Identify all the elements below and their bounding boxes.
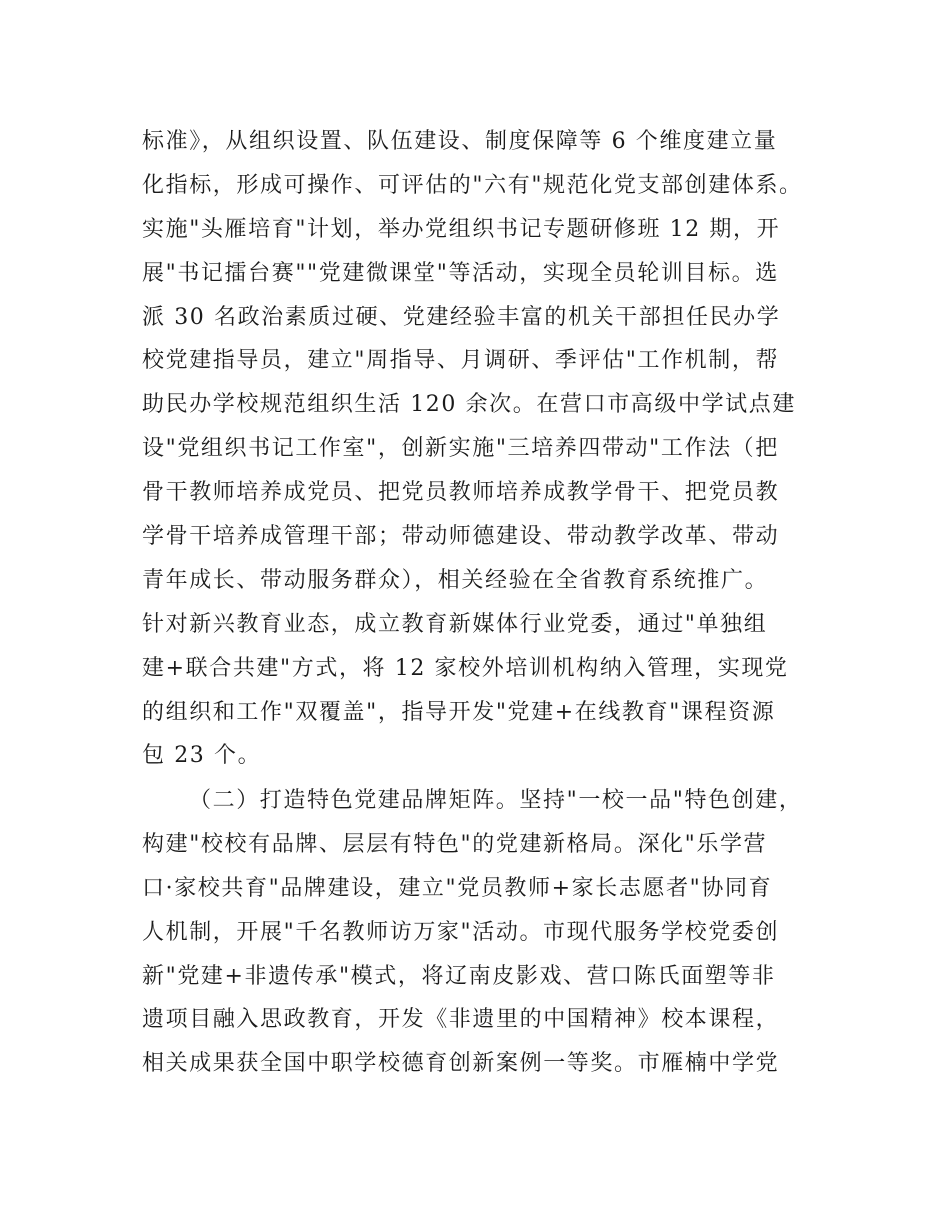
- paragraph-1-line: 的组织和工作"双覆盖"，指导开发"党建+在线教育"课程资源: [142, 699, 776, 725]
- paragraph-1-line: 助民办学校规范组织生活 120 余次。在营口市高级中学试点建: [142, 392, 796, 418]
- paragraph-2-line: 人机制，开展"千名教师访万家"活动。市现代服务学校党委创: [142, 919, 780, 945]
- paragraph-2-line: 相关成果获全国中职学校德育创新案例一等奖。市雁楠中学党: [142, 1051, 780, 1077]
- paragraph-1-line: 实施"头雁培育"计划，举办党组织书记专题研修班 12 期，开: [142, 216, 781, 242]
- paragraph-1-line: 展"书记擂台赛""党建微课堂"等活动，实现全员轮训目标。选: [142, 260, 779, 286]
- paragraph-1: [142, 120, 842, 778]
- paragraph-2-line: 新"党建+非遗传承"模式，将辽南皮影戏、营口陈氏面塑等非: [142, 963, 776, 989]
- paragraph-1-line: 建+联合共建"方式，将 12 家校外培训机构纳入管理，实现党: [142, 655, 789, 681]
- paragraph-1-line: 校党建指导员，建立"周指导、月调研、季评估"工作机制，帮: [142, 348, 780, 374]
- paragraph-2-line: 遗项目融入思政教育，开发《非遗里的中国精神》校本课程，: [142, 1007, 780, 1033]
- paragraph-1-line: 标准》，从组织设置、队伍建设、制度保障等 6 个维度建立量: [142, 129, 778, 154]
- paragraph-1-line: 设"党组织书记工作室"，创新实施"三培养四带动"工作法（把: [142, 436, 779, 462]
- paragraph-1-line: 派 30 名政治素质过硬、党建经验丰富的机关干部担任民办学: [142, 304, 781, 330]
- paragraph-1-line: 骨干教师培养成党员、把党员教师培养成教学骨干、把党员教: [142, 480, 780, 506]
- paragraph-2-line: 口·家校共育"品牌建设，建立"党员教师+家长志愿者"协同育: [142, 875, 773, 901]
- paragraph-1-line: 青年成长、带动服务群众），相关经验在全省教育系统推广。: [142, 567, 769, 593]
- paragraph-1-line: 包 23 个。: [142, 743, 262, 769]
- paragraph-2: [142, 779, 842, 1086]
- section-heading-line: （二）打造特色党建品牌矩阵。坚持"一校一品"特色创建，: [189, 788, 803, 813]
- paragraph-1-line: 针对新兴教育业态，成立教育新媒体行业党委，通过"单独组: [142, 611, 768, 637]
- paragraph-1-line: 化指标，形成可操作、可评估的"六有"规范化党支部创建体系。: [142, 172, 803, 198]
- paragraph-2-line: 构建"校校有品牌、层层有特色"的党建新格局。深化"乐学营: [142, 831, 768, 857]
- paragraph-1-line: 学骨干培养成管理干部；带动师德建设、带动教学改革、带动: [142, 524, 780, 550]
